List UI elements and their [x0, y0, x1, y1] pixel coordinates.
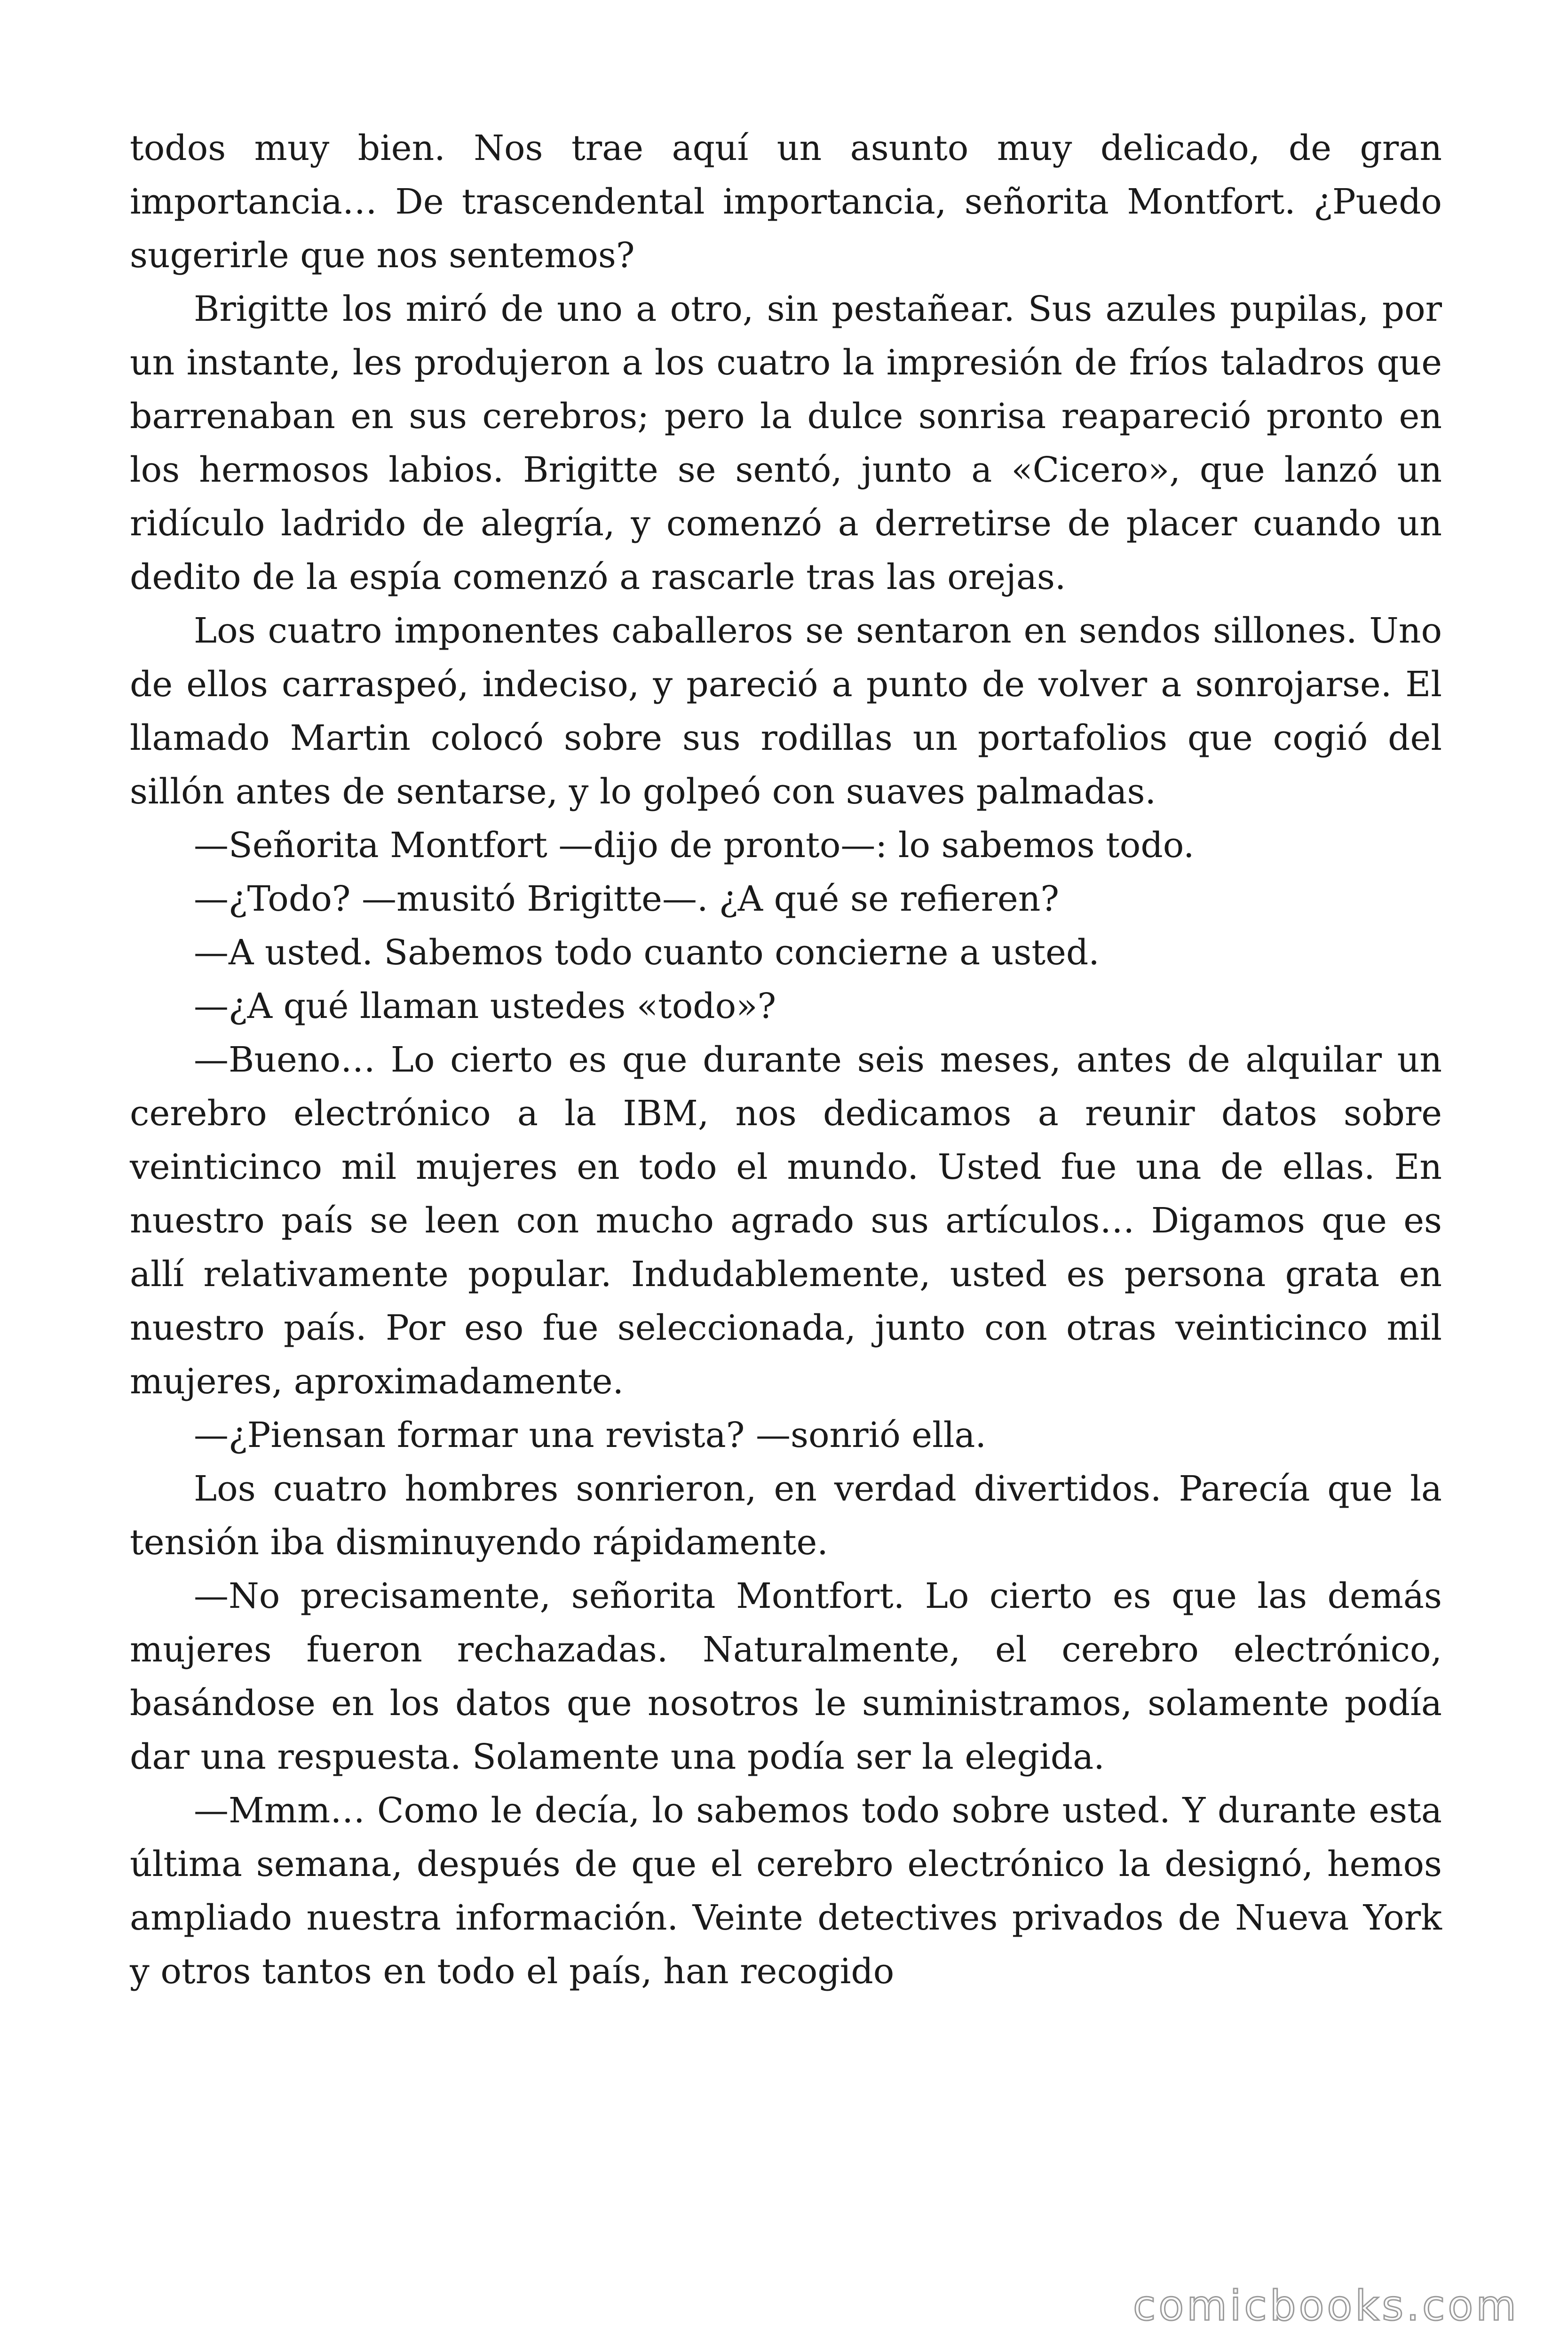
dialogue-line: —Señorita Montfort —dijo de pronto—: lo sabemos todo.: [194, 825, 1195, 866]
paragraph: Los cuatro imponentes caballeros se sentaron en sendos sillones. Uno de ellos carraspeó, indeciso, y pareció a punto de volver a sonrojarse. El llamado Martin colocó sobre sus rodillas un portafolios que cogió del sillón antes de sentarse, y lo golpeó con suaves palmadas.: [130, 611, 1442, 812]
paragraph: todos muy bien. Nos trae aquí un asunto muy delicado, de gran importancia… De trascendental importancia, señorita Montfort. ¿Puedo sugerirle que nos sentemos?: [130, 128, 1442, 276]
dialogue-line: —¿Todo? —musitó Brigitte—. ¿A qué se refieren?: [194, 879, 1060, 919]
paragraph: Brigitte los miró de uno a otro, sin pestañear. Sus azules pupilas, por un instante, les produjeron a los cuatro la impresión de fríos taladros que barrenaban en sus cerebros; pero la dulce sonrisa reapareció pronto en los hermosos labios. Brigitte se sentó, junto a «Cicero», que lanzó un ridículo ladrido de alegría, y comenzó a derretirse de placer cuando un dedito de la espía comenzó a rascarle tras las orejas.: [130, 289, 1442, 597]
dialogue-line: —No precisamente, señorita Montfort. Lo cierto es que las demás mujeres fueron rechazadas. Naturalmente, el cerebro electrónico, basándose en los datos que nosotros le suministramos, solamente podía dar una respuesta. Solamente una podía ser la elegida.: [130, 1576, 1442, 1777]
dialogue-line: —A usted. Sabemos todo cuanto concierne a usted.: [194, 932, 1100, 973]
dialogue-line: —Bueno… Lo cierto es que durante seis meses, antes de alquilar un cerebro electrónico a la IBM, nos dedicamos a reunir datos sobre veinticinco mil mujeres en todo el mundo. Usted fue una de ellas. En nuestro país se leen con mucho agrado sus artículos… Digamos que es allí relativamente popular. Indudablemente, usted es persona grata en nuestro país. Por eso fue seleccionada, junto con otras veinticinco mil mujeres, aproximadamente.: [130, 1040, 1442, 1402]
dialogue-line: —Mmm… Como le decía, lo sabemos todo sobre usted. Y durante esta última semana, después de que el cerebro electrónico la designó, hemos ampliado nuestra información. Veinte detectives privados de Nueva York y otros tantos en todo el país, han recogido: [130, 1790, 1442, 1992]
watermark: comicbooks.com: [1132, 2281, 1519, 2330]
dialogue-line: —¿A qué llaman ustedes «todo»?: [194, 986, 776, 1026]
dialogue-line: —¿Piensan formar una revista? —sonrió ella.: [194, 1415, 987, 1455]
page-text: [130, 121, 1442, 1998]
paragraph: Los cuatro hombres sonrieron, en verdad divertidos. Parecía que la tensión iba disminuyendo rápidamente.: [130, 1469, 1442, 1563]
